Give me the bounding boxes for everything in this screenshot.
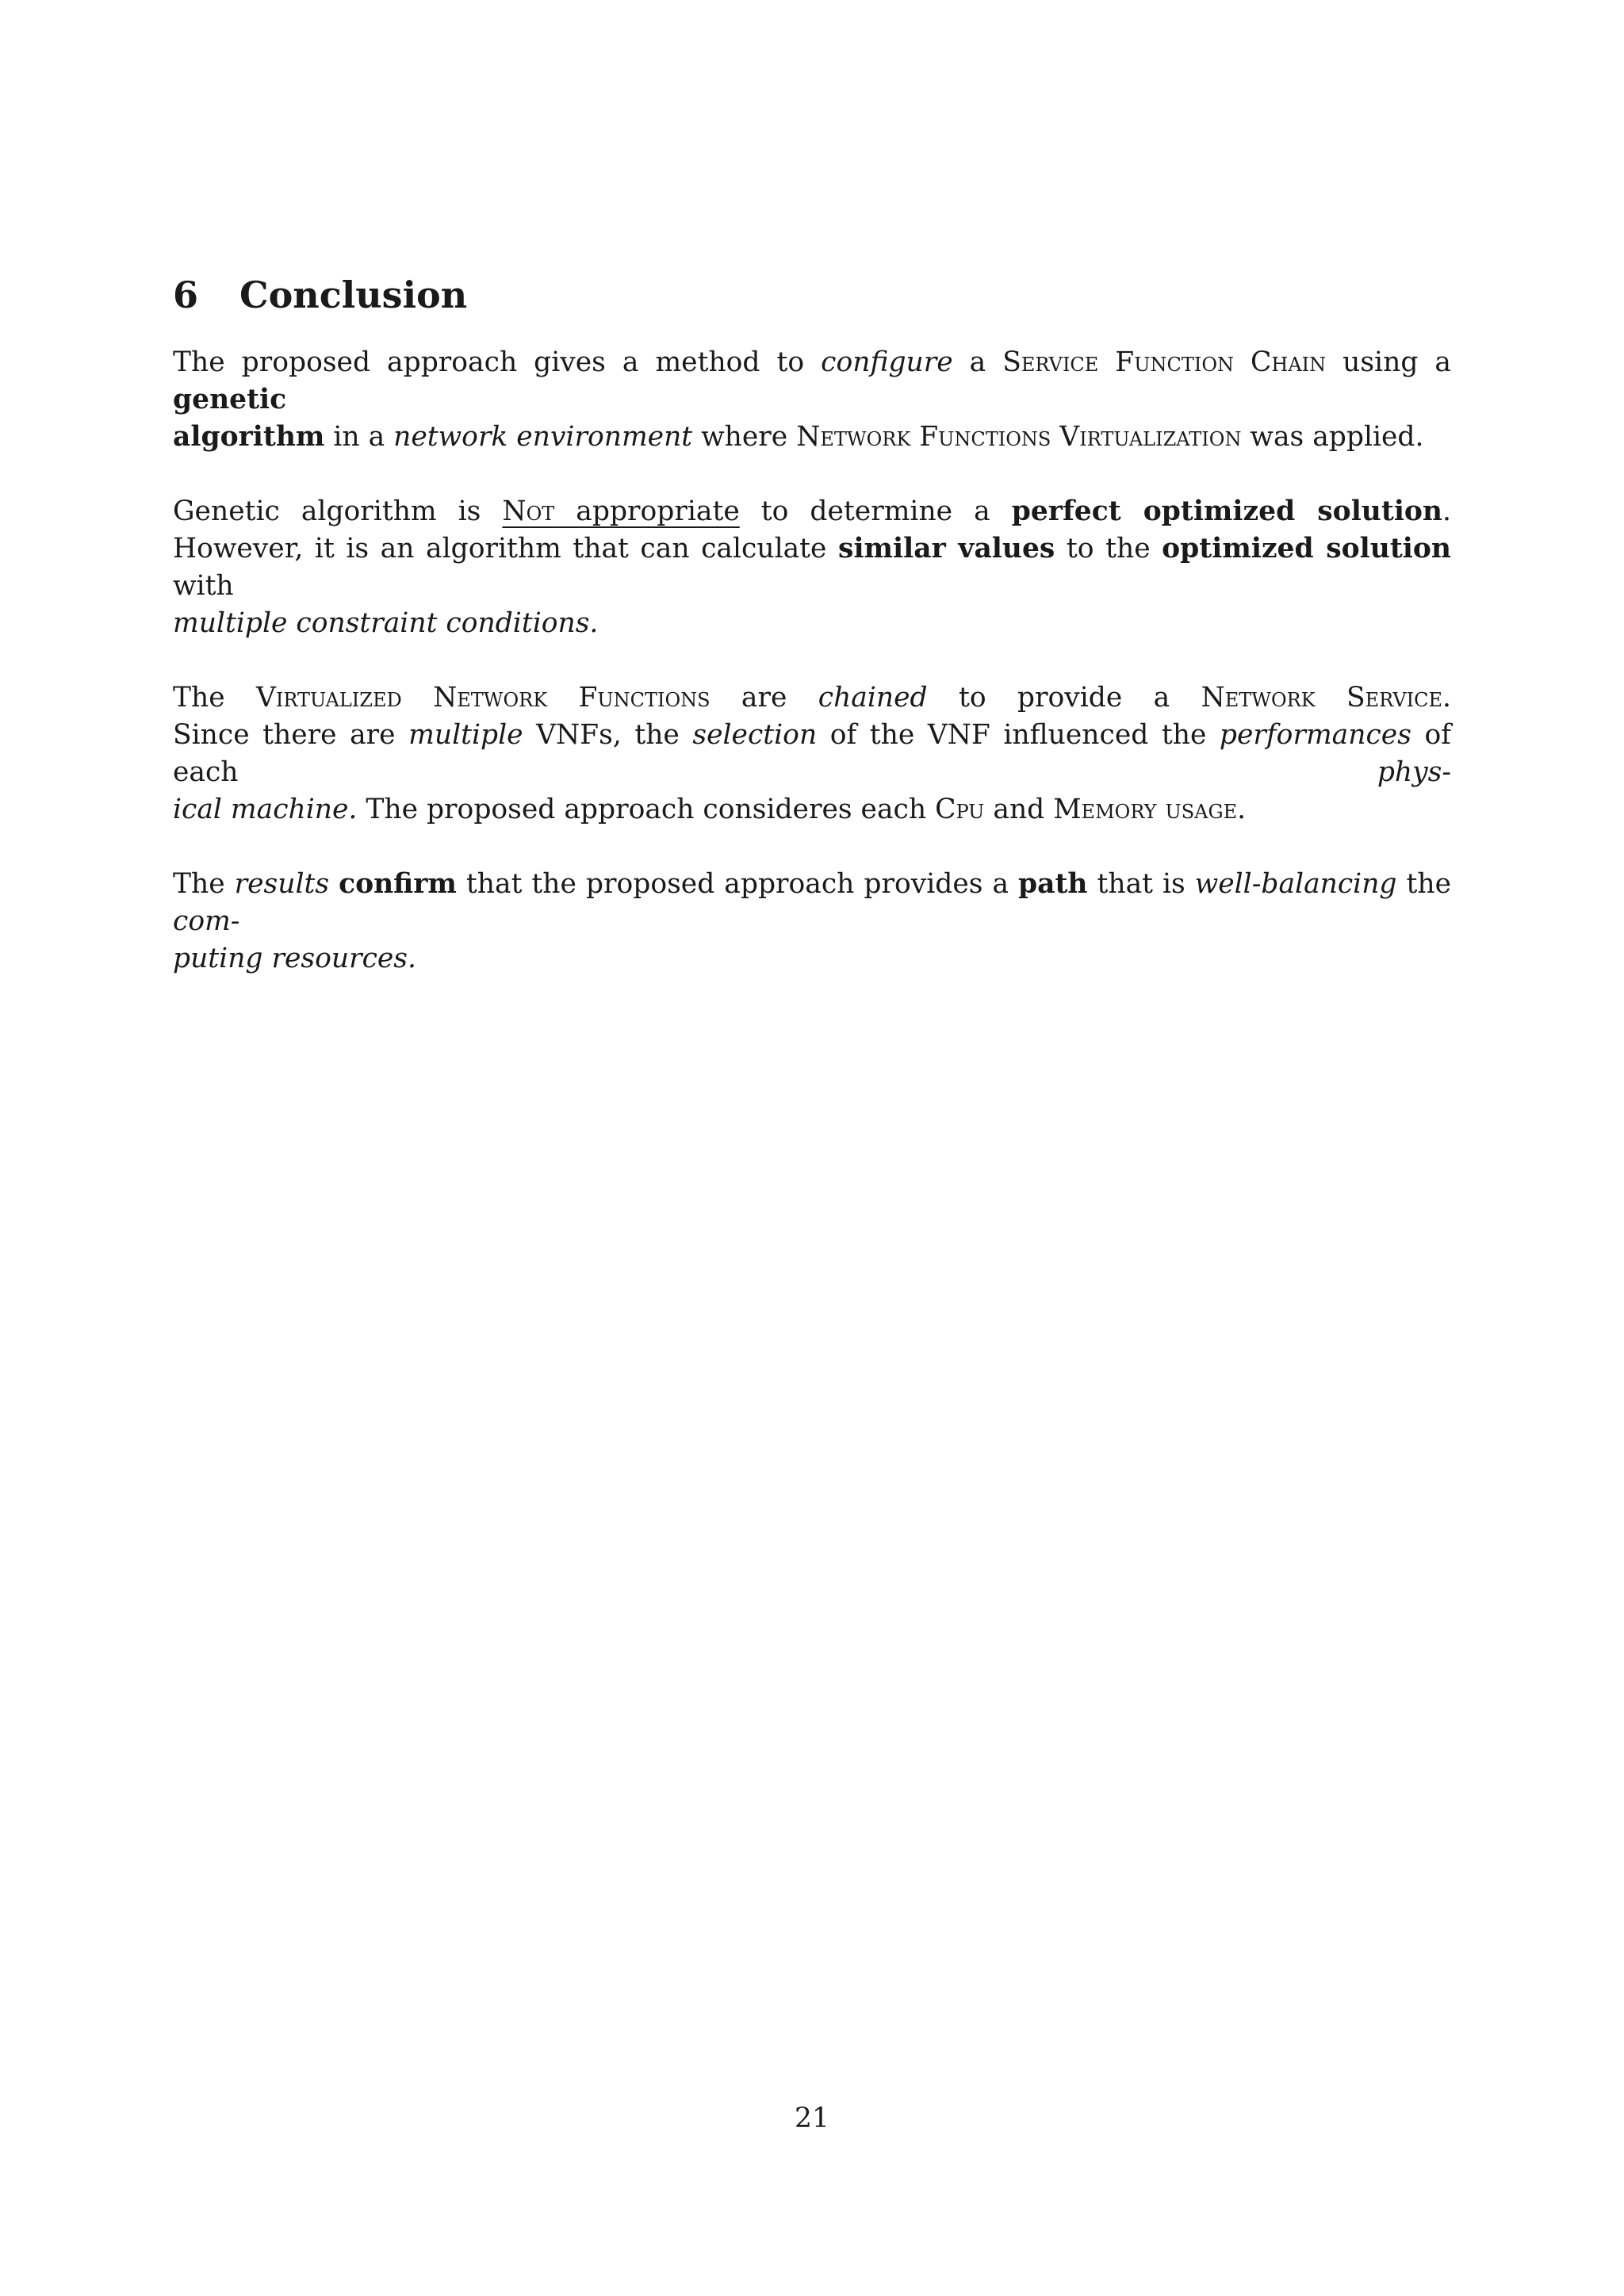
italic-text: multiple constraint conditions. <box>173 607 599 639</box>
paragraph <box>173 493 1451 642</box>
italic-text: configure <box>821 346 953 378</box>
text-line <box>173 940 1451 978</box>
section-title: Conclusion <box>239 274 468 316</box>
bold-text: confirm <box>339 868 457 900</box>
text-line <box>173 717 1451 791</box>
text-line <box>173 679 1451 717</box>
text-run: The <box>173 868 235 900</box>
small-caps-text: Virtualized Network Functions <box>256 682 710 714</box>
small-caps-text: Cpu <box>935 794 985 825</box>
italic-text: com- <box>173 905 240 937</box>
italic-text: network environment <box>393 421 693 453</box>
bold-text: optimized solution <box>1162 533 1451 564</box>
page-number: 21 <box>795 2103 829 2134</box>
text-line <box>173 605 1451 642</box>
bold-text: genetic <box>173 384 287 415</box>
text-line <box>173 866 1451 940</box>
text-run: and <box>984 794 1054 825</box>
italic-text: phys- <box>1377 756 1451 788</box>
text-run: to provide a <box>927 682 1201 714</box>
text-run: to determine a <box>739 496 1012 527</box>
text-run: are <box>710 682 818 714</box>
text-run: that the proposed approach provides a <box>456 868 1018 900</box>
text-run: a <box>952 346 1003 378</box>
underlined-text: appropriate <box>554 496 740 527</box>
text-run: The proposed approach consideres each <box>357 794 936 825</box>
text-run: The <box>173 682 256 714</box>
text-run: in a <box>324 421 394 453</box>
text-run: Genetic algorithm is <box>173 496 503 527</box>
italic-text: puting resources. <box>173 943 416 974</box>
text-run: using a <box>1326 346 1451 378</box>
small-caps-text: Network Service. <box>1201 682 1451 714</box>
text-run: However, it is an algorithm that can calculate <box>173 533 839 564</box>
italic-text: results <box>234 868 330 900</box>
italic-text: well-balancing <box>1194 868 1397 900</box>
paragraph <box>173 866 1451 978</box>
text-run: to the <box>1055 533 1162 564</box>
italic-text: performances <box>1219 719 1411 751</box>
text-line <box>173 791 1451 828</box>
small-caps-text: Memory usage. <box>1053 794 1247 825</box>
italic-text: selection <box>692 719 818 751</box>
italic-text: chained <box>818 682 928 714</box>
text-run: the <box>1396 868 1451 900</box>
section-number: 6 <box>173 274 199 316</box>
small-caps-text: Network Functions Virtualization <box>796 421 1242 453</box>
text-run <box>329 868 339 900</box>
text-run: where <box>692 421 797 453</box>
italic-text: ical machine. <box>173 794 358 825</box>
text-run: The proposed approach gives a method to <box>173 346 822 378</box>
section-heading <box>173 266 467 323</box>
italic-text: multiple <box>408 719 523 751</box>
text-run: Since there are <box>173 719 409 751</box>
paragraph <box>173 679 1451 828</box>
bold-text: path <box>1018 868 1088 900</box>
bold-text: perfect optimized solution <box>1011 496 1443 527</box>
bold-text: algorithm <box>173 421 325 453</box>
text-line <box>173 419 1451 456</box>
text-run: VNFs, the <box>523 719 693 751</box>
text-run: was applied. <box>1241 421 1424 453</box>
bold-text: similar values <box>838 533 1055 564</box>
text-run: of the VNF influenced the <box>817 719 1220 751</box>
text-run: . <box>1442 496 1451 527</box>
text-run: with <box>173 570 234 602</box>
paragraph <box>173 344 1451 456</box>
text-line <box>173 344 1451 419</box>
text-run: that is <box>1087 868 1195 900</box>
small-caps-text: Service Function Chain <box>1002 346 1327 378</box>
text-line <box>173 530 1451 605</box>
section-body <box>173 344 1451 1015</box>
underlined-small-caps-text: Not <box>502 496 555 527</box>
text-line <box>173 493 1451 530</box>
text-run: of each <box>173 719 1451 788</box>
